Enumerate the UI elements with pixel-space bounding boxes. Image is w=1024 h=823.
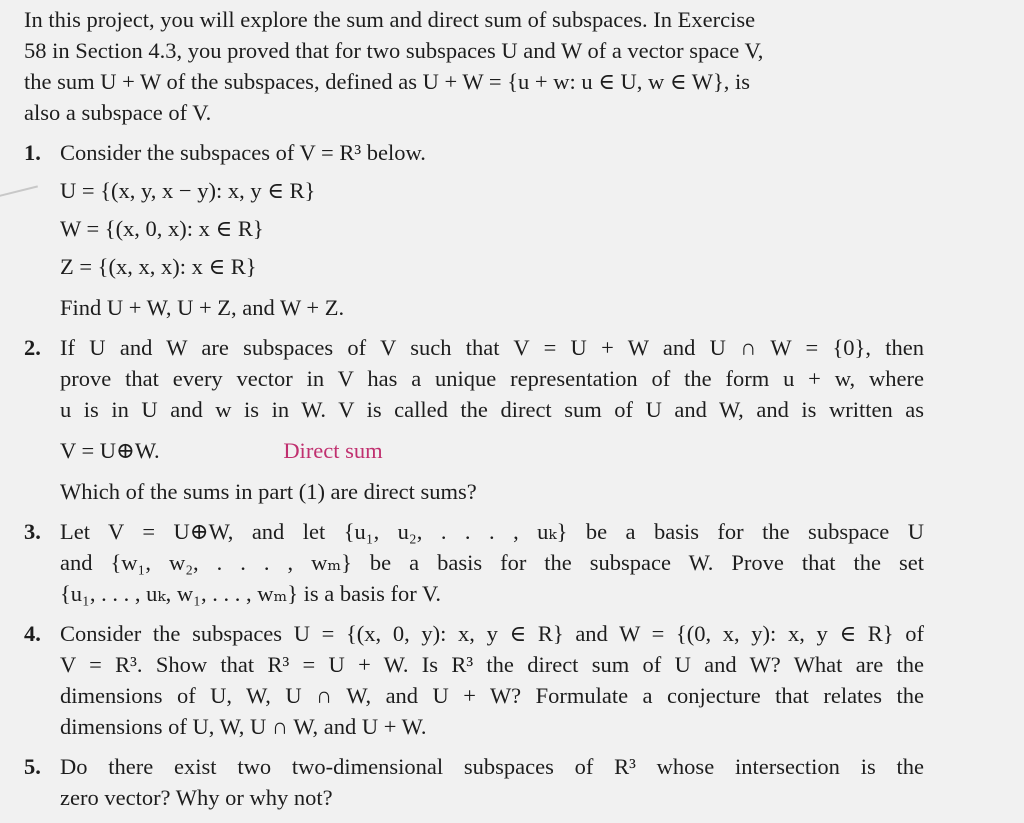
intro-line: In this project, you will explore the sum and direct sum of subspaces. In Exercise bbox=[24, 7, 756, 32]
exercise-number: 1. bbox=[24, 140, 41, 165]
intro-paragraph bbox=[24, 4, 924, 128]
exercise-line: If U and W are subspaces of V such that V = U + W and U ∩ W = {0}, then bbox=[60, 335, 924, 360]
exercise-line: and {w₁, w₂, . . . , wₘ} be a basis for the subspace W. Prove that the set bbox=[60, 550, 924, 575]
exercise-number: 4. bbox=[24, 621, 41, 646]
exercise-line: dimensions of U, W, U ∩ W, and U + W. bbox=[60, 714, 427, 739]
exercise-1 bbox=[24, 137, 924, 323]
exercise-4 bbox=[24, 618, 924, 742]
exercise-number: 5. bbox=[24, 754, 41, 779]
intro-line: also a subspace of V. bbox=[24, 100, 212, 125]
exercise-line: V = R³. Show that R³ = U + W. Is R³ the direct sum of U and W? What are the bbox=[60, 652, 924, 677]
exercise-question: Which of the sums in part (1) are direct sums? bbox=[60, 479, 477, 504]
exercise-line: zero vector? Why or why not? bbox=[60, 785, 333, 810]
exercise-2 bbox=[24, 332, 924, 507]
exercise-number: 2. bbox=[24, 335, 41, 360]
exercise-line: Let V = U⊕W, and let {u₁, u₂, . . . , uₖ} be a basis for the subspace U bbox=[60, 519, 924, 544]
exercise-line: Consider the subspaces U = {(x, 0, y): x, y ∈ R} and W = {(0, x, y): x, y ∈ R} of bbox=[60, 621, 924, 646]
subspace-definition: U = {(x, y, x − y): x, y ∈ R} bbox=[60, 178, 316, 203]
intro-line: the sum U + W of the subspaces, defined as U + W = {u + w: u ∈ U, w ∈ W}, is bbox=[24, 69, 751, 94]
exercise-3 bbox=[24, 516, 924, 609]
exercise-number: 3. bbox=[24, 519, 41, 544]
exercise-line: u is in U and w is in W. V is called the direct sum of U and W, and is written as bbox=[60, 397, 924, 422]
intro-line: 58 in Section 4.3, you proved that for two subspaces U and W of a vector space V, bbox=[24, 38, 764, 63]
direct-sum-formula-row bbox=[60, 435, 924, 466]
exercise-line: dimensions of U, W, U ∩ W, and U + W? Formulate a conjecture that relates the bbox=[60, 683, 924, 708]
exercise-lead: Consider the subspaces of V = R³ below. bbox=[60, 140, 426, 165]
margin-note: Direct sum bbox=[283, 438, 383, 463]
exercise-line: {u₁, . . . , uₖ, w₁, . . . , wₘ} is a basis for V. bbox=[60, 581, 441, 606]
subspace-list bbox=[60, 175, 924, 282]
exercise-line: Do there exist two two-dimensional subspaces of R³ whose intersection is the bbox=[60, 754, 924, 779]
subspace-definition: W = {(x, 0, x): x ∈ R} bbox=[60, 216, 264, 241]
exercise-line: prove that every vector in V has a unique representation of the form u + w, where bbox=[60, 366, 924, 391]
subspace-definition: Z = {(x, x, x): x ∈ R} bbox=[60, 254, 257, 279]
direct-sum-formula: V = U⊕W. bbox=[60, 438, 160, 463]
textbook-page bbox=[24, 4, 924, 813]
exercise-5 bbox=[24, 751, 924, 813]
exercise-task: Find U + W, U + Z, and W + Z. bbox=[60, 295, 345, 320]
